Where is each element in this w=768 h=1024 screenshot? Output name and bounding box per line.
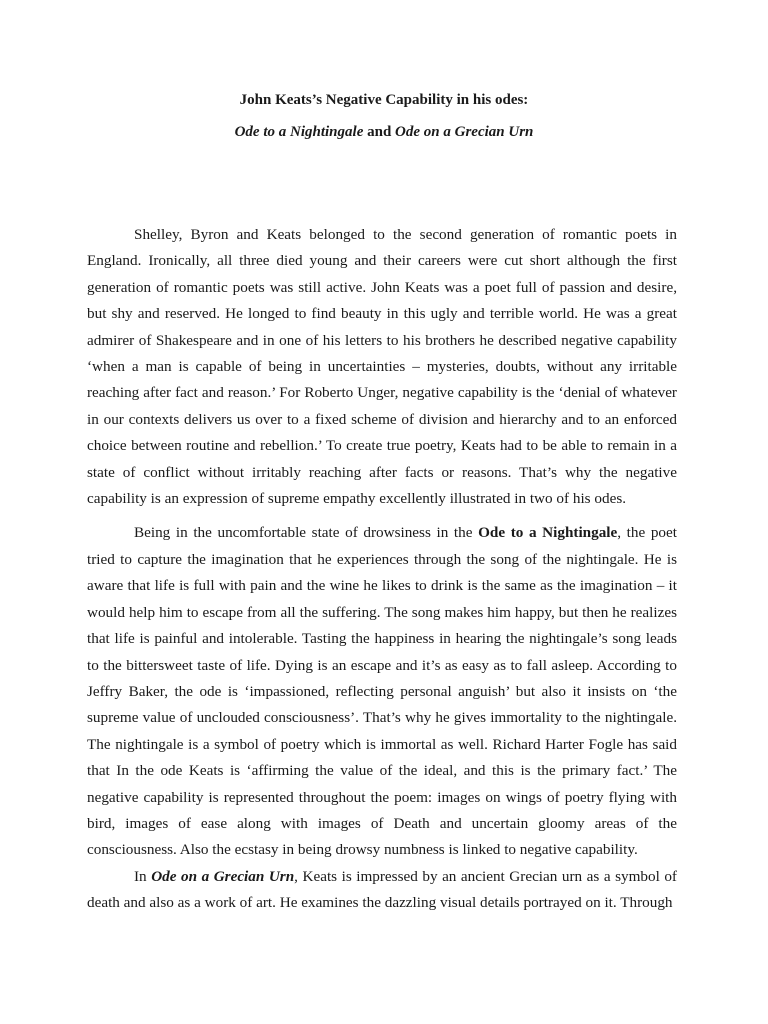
document-body bbox=[87, 222, 677, 917]
subtitle-work-1: Ode to a Nightingale bbox=[234, 124, 364, 140]
subtitle-work-2: Ode on a Grecian Urn bbox=[395, 124, 534, 140]
document-subtitle bbox=[0, 124, 768, 141]
document-title: John Keats’s Negative Capability in his odes: bbox=[239, 92, 529, 108]
subtitle-conjunction: and bbox=[363, 124, 396, 140]
paragraph-2 bbox=[87, 520, 677, 863]
paragraph-3-work-title: Ode on a Grecian Urn bbox=[151, 867, 295, 885]
paragraph-2-work-title: Ode to a Nightingale bbox=[478, 524, 618, 542]
paragraph-2-lead: Being in the uncomfortable state of drowsiness in the bbox=[134, 524, 479, 542]
paragraph-2-rest: , the poet tried to capture the imagination that he experiences through the song of the nightingale. He is aware that life is full with pain and the wine he likes to drink is the same as the imagination – it would help him to escape from all the suffering. The song makes him happy, but then he realizes that life is painful and intolerable. Tasting the happiness in hearing the nightingale’s song leads to the bittersweet taste of life. Dying is an escape and it’s as easy as to fall asleep. According to Jeffry Baker, the ode is ‘impassioned, reflecting personal anguish’ but also it insists on ‘the supreme value of unclouded consciousness’. That’s why he gives immortality to the nightingale. The nightingale is a symbol of poetry which is immortal as well. Richard Harter Fogle has said that In the ode Keats is ‘affirming the value of the ideal, and this is the primary fact.’ The negative capability is represented throughout the poem: images on wings of poetry flying with bird, images of ease along with images of Death and uncertain gloomy areas of the consciousness. Also the ecstasy in being drowsy numbness is linked to negative capability. bbox=[87, 524, 677, 859]
paragraph-3-lead: In bbox=[134, 867, 152, 885]
paragraph-3 bbox=[87, 864, 677, 917]
paragraph-1: Shelley, Byron and Keats belonged to the second generation of romantic poets in England. Ironically, all three died young and their careers were cut short although the first generation of romantic poets was still active. John Keats was a poet full of passion and desire, but shy and reserved. He longed to find beauty in this ugly and terrible world. He was a great admirer of Shakespeare and in one of his letters to his brothers he described negative capability ‘when a man is capable of being in uncertainties – mysteries, doubts, without any irritable reaching after fact and reason.’ For Roberto Unger, negative capability is the ‘denial of whatever in our contexts delivers us over to a fixed scheme of division and hierarchy and to an enforced choice between routine and rebellion.’ To create true poetry, Keats had to be able to remain in a state of conflict without irritably reaching after facts or reasons. That’s why the negative capability is an expression of supreme empathy excellently illustrated in two of his odes. bbox=[87, 226, 677, 508]
paragraph-3-rest: , Keats is impressed by an ancient Grecian urn as a symbol of death and also as a work of art. He examines the dazzling visual details portrayed on it. Through bbox=[87, 867, 677, 912]
